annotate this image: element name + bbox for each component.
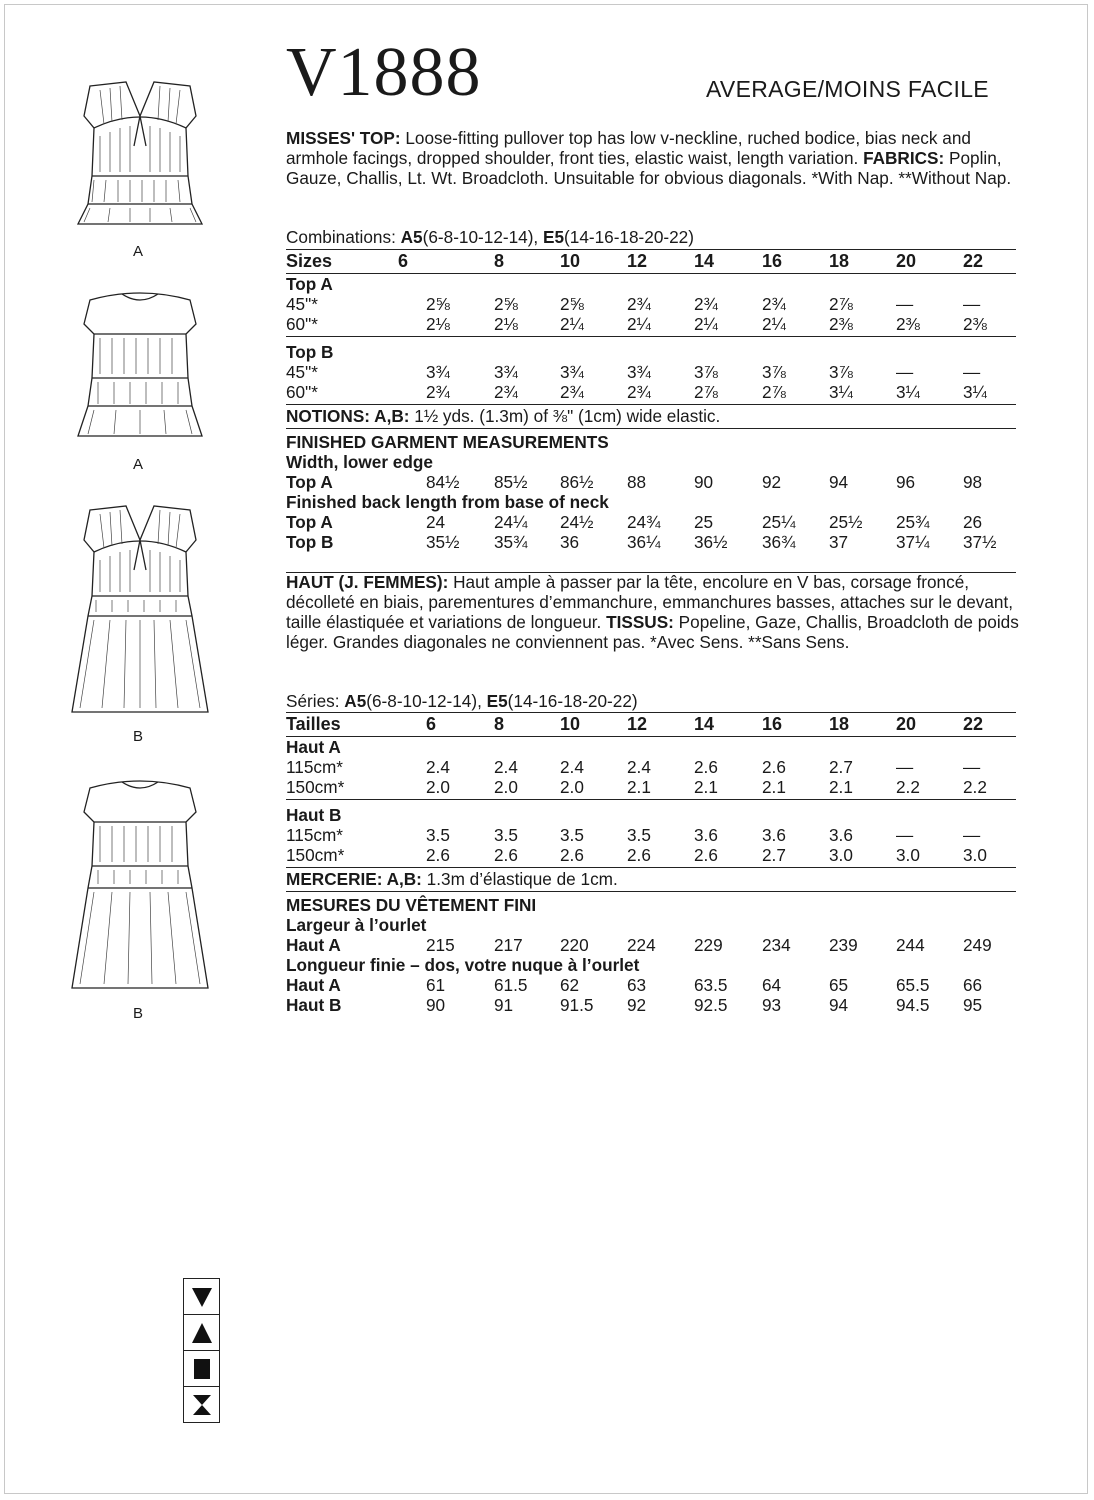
- width-top-a-row: Top A 84½ 85½ 86½ 88 90 92 94 96 98: [286, 472, 983, 492]
- largeur-title: Largeur à l’ourlet: [286, 915, 427, 935]
- haut-a-150-row: 150cm* 2.0 2.0 2.0 2.1 2.1 2.1 2.1 2.2 2.2: [286, 777, 1016, 800]
- english-yardage-table: [286, 249, 1016, 573]
- width-title: Width, lower edge: [286, 452, 433, 472]
- mercerie-row: MERCERIE: A,B: 1.3m d’élastique de 1cm.: [286, 868, 1016, 892]
- longueur-haut-a-row: Haut A 61 61.5 62 63 63.5 64 65 65.5 66: [286, 975, 983, 995]
- pattern-symbols: [183, 1278, 220, 1423]
- haut-b-115-row: 115cm* 3.5 3.5 3.5 3.5 3.6 3.6 3.6 — —: [286, 825, 981, 845]
- bowtie-icon: [184, 1387, 219, 1422]
- length-top-a-row: Top A 24 24¼ 24½ 24¾ 25 25¼ 25½ 25¾ 26: [286, 512, 983, 532]
- fabrics-label: FABRICS:: [863, 148, 945, 168]
- sketch-top-b-back: [70, 776, 210, 998]
- sizes-header-row: Sizes 6 8 10 12 14 16 18 20 22: [286, 249, 1016, 274]
- sketch-label-a-back: A: [133, 456, 144, 473]
- notions-row: NOTIONS: A,B: 1½ yds. (1.3m) of ⅜" (1cm) wide elastic.: [286, 405, 1016, 429]
- sketch-label-b-front: B: [133, 728, 144, 745]
- sketch-label-b-back: B: [133, 1005, 144, 1022]
- triangle-up-icon: [184, 1315, 219, 1351]
- french-combinations: Séries: A5(6-8-10-12-14), E5(14-16-18-20-22): [286, 691, 638, 711]
- haut-a-heading: Haut A: [286, 737, 341, 757]
- mesures-title: MESURES DU VÊTEMENT FINI: [286, 895, 537, 915]
- finished-title: FINISHED GARMENT MEASUREMENTS: [286, 432, 609, 452]
- triangle-down-icon: [184, 1279, 219, 1315]
- sketch-top-b-front: [70, 500, 210, 722]
- top-a-60-row: 60"* 2⅛ 2⅛ 2¼ 2¼ 2¼ 2¼ 2⅜ 2⅜ 2⅜: [286, 314, 1016, 337]
- desc-text: Loose-fitting pullover top has low v-neckline, ruched bodice, bias neck and armhole facings, dropped shoulder, front ties, elastic waist, length variation.: [286, 128, 971, 168]
- haut-a-115-row: 115cm* 2.4 2.4 2.4 2.4 2.6 2.6 2.7 — —: [286, 757, 981, 777]
- sketch-top-a-front: [70, 76, 210, 236]
- top-b-heading: Top B: [286, 342, 334, 362]
- french-description: HAUT (J. FEMMES): Haut ample à passer par la tête, encolure en V bas, corsage froncé, décolleté en biais, parementures d’emmanchure, emmanchures basses, attaches sur le devant, taille élastiquée et variations de longueur. TISSUS: Popeline, Gaze, Challis, Broadcloth de poids léger. Grandes diagonales ne conviennent pas. *Avec Sens. **Sans Sens.: [286, 572, 1019, 652]
- top-b-60-row: 60"* 2¾ 2¾ 2¾ 2¾ 2⅞ 2⅞ 3¼ 3¼ 3¼: [286, 382, 1016, 405]
- haut-b-heading: Haut B: [286, 805, 342, 825]
- fabrics-text: Poplin, Gauze, Challis, Lt. Wt. Broadcloth. Unsuitable for obvious diagonals. *With Nap. **Without Nap.: [286, 148, 1012, 188]
- tailles-header-row: Tailles 6 8 10 12 14 16 18 20 22: [286, 712, 1016, 737]
- haut-b-150-row: 150cm* 2.6 2.6 2.6 2.6 2.6 2.7 3.0 3.0 3.0: [286, 845, 1016, 868]
- length-top-b-row: Top B 35½ 35¾ 36 36¼ 36½ 36¾ 37 37¼ 37½: [286, 532, 997, 552]
- square-icon: [184, 1351, 219, 1387]
- french-yardage-table: [286, 712, 1016, 1015]
- difficulty-label: AVERAGE/MOINS FACILE: [706, 76, 989, 102]
- top-b-45-row: 45"* 3¾ 3¾ 3¾ 3¾ 3⅞ 3⅞ 3⅞ — —: [286, 362, 981, 382]
- length-title: Finished back length from base of neck: [286, 492, 609, 512]
- top-a-heading: Top A: [286, 274, 333, 294]
- desc-label: MISSES' TOP:: [286, 128, 401, 148]
- pattern-number: V1888: [286, 34, 482, 111]
- longueur-haut-b-row: Haut B 90 91 91.5 92 92.5 93 94 94.5 95: [286, 995, 983, 1015]
- english-combinations: Combinations: A5(6-8-10-12-14), E5(14-16-18-20-22): [286, 227, 694, 247]
- english-description: [286, 128, 1021, 188]
- sketch-top-a-back: [70, 288, 210, 448]
- largeur-haut-a-row: Haut A 215 217 220 224 229 234 239 244 249: [286, 935, 992, 955]
- top-a-45-row: 45"* 2⅝ 2⅝ 2⅝ 2¾ 2¾ 2¾ 2⅞ — —: [286, 294, 981, 314]
- longueur-title: Longueur finie – dos, votre nuque à l’ourlet: [286, 955, 640, 975]
- sketch-label-a-front: A: [133, 243, 144, 260]
